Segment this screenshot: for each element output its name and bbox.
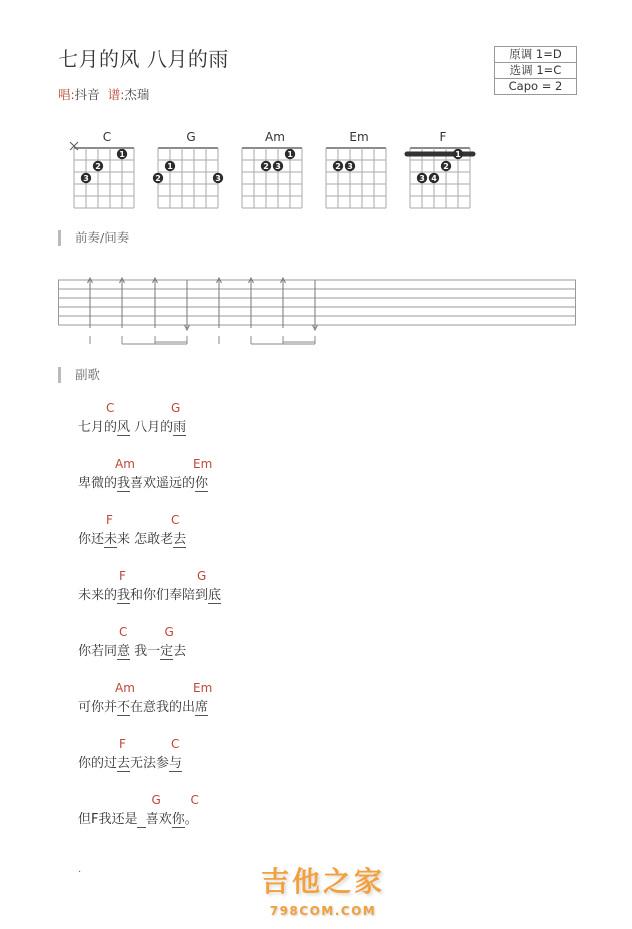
chord-name: F: [439, 130, 447, 144]
arranger-name: 杰瑞: [124, 87, 150, 102]
lyric-chords: [78, 401, 578, 416]
lyric-segment: 喜欢遥远的: [130, 476, 196, 491]
lyric-segment: 可你并: [78, 700, 118, 715]
lyric-chord-anchor: 席: [195, 700, 209, 715]
watermark-name: 吉他之家: [260, 865, 385, 898]
lyric-segment: 我一: [130, 644, 161, 659]
strum-up-arrow: [153, 278, 158, 328]
song-title: 七月的风 八月的雨: [58, 47, 229, 71]
finger-number: 2: [155, 174, 161, 183]
chord-label: C: [119, 625, 128, 639]
chord-diagram-am: [235, 130, 315, 210]
lyric-chords: [78, 793, 578, 808]
original-key: 原调 1=D: [495, 47, 576, 63]
lyric-line: [78, 793, 578, 833]
lyric-segment: 你还: [78, 532, 105, 547]
chord-label: G: [197, 569, 207, 583]
chord-label: Am: [115, 457, 135, 471]
strum-down-arrow: [313, 280, 318, 330]
strum-up-arrow: [281, 278, 286, 328]
finger-number: 3: [275, 162, 281, 171]
chord-label: C: [106, 401, 115, 415]
chord-label: C: [171, 513, 180, 527]
chord-diagram-em: [319, 130, 399, 210]
lyric-chords: [78, 457, 578, 472]
lyric-segment: 未来的: [78, 588, 118, 603]
finger-number: 3: [215, 174, 221, 183]
chord-grid: [235, 130, 315, 210]
lyric-line: [78, 737, 578, 777]
song-meta: [58, 85, 149, 103]
lyric-line: [78, 513, 578, 553]
lyric-chord-anchor: 我: [117, 476, 131, 491]
lyric-chord-anchor: [137, 812, 145, 828]
finger-number: 2: [95, 162, 101, 171]
chord-label: F: [119, 737, 126, 751]
finger-number: 3: [419, 174, 425, 183]
lyric-line: [78, 625, 578, 665]
strum-down-arrow: [185, 280, 190, 330]
key-info-box: [494, 46, 577, 95]
chord-name: Em: [349, 130, 369, 144]
arranger-label: 谱:: [107, 87, 125, 102]
chord-label: F: [106, 513, 113, 527]
chord-label: G: [151, 793, 161, 807]
lyric-segment: 但F我还是: [78, 812, 138, 827]
lyric-text: [78, 528, 186, 547]
strum-up-arrow: [88, 278, 93, 328]
section-chorus: 副歌: [58, 367, 100, 383]
lyric-text: [78, 472, 208, 491]
strum-tab-staff: [58, 268, 576, 353]
lyric-line: [78, 569, 578, 609]
lyric-text: [78, 640, 186, 659]
chord-name: C: [102, 130, 112, 144]
lyric-segment: 你的过: [78, 756, 118, 771]
finger-number: 2: [335, 162, 341, 171]
finger-number: 1: [119, 150, 125, 159]
lyric-line: [78, 681, 578, 721]
lyric-line: [78, 457, 578, 497]
lyric-segment: 卑微的: [78, 476, 118, 491]
lyric-chord-anchor: 去: [117, 756, 131, 771]
chord-label: C: [171, 737, 180, 751]
lyric-chords: [78, 737, 578, 752]
chord-diagram-c: [67, 130, 147, 210]
finger-number: 2: [263, 162, 269, 171]
strum-up-arrow: [120, 278, 125, 328]
watermark-site: 798COM.COM: [269, 904, 377, 918]
chord-name: Am: [265, 130, 285, 144]
lyric-text: [78, 416, 186, 435]
strum-up-arrow: [217, 278, 222, 328]
lyric-chord-anchor: 底: [208, 588, 222, 603]
lyric-segment: 。: [184, 812, 198, 827]
chord-label: Em: [193, 457, 213, 471]
lyric-segment: 和你们奉陪到: [130, 588, 209, 603]
chord-grid: [151, 130, 231, 210]
chord-label: G: [171, 401, 181, 415]
finger-number: 1: [455, 150, 461, 159]
lyric-chords: [78, 625, 578, 640]
finger-number: 3: [347, 162, 353, 171]
lyric-text: [78, 584, 221, 603]
chord-label: Em: [193, 681, 213, 695]
lyric-chord-anchor: 不: [117, 700, 131, 715]
lyric-segment: 来 怎敢老: [117, 532, 174, 547]
lyric-segment: 八月的: [130, 420, 174, 435]
chord-name: G: [186, 130, 196, 144]
lyric-chord-anchor: 与: [169, 756, 183, 771]
lyric-chord-anchor: 意: [117, 644, 131, 659]
chord-diagram-f: [403, 130, 483, 210]
lyric-segment: 无法参: [130, 756, 170, 771]
lyric-text: [78, 696, 208, 715]
lyric-chord-anchor: 你: [171, 812, 185, 827]
lyric-chords: [78, 513, 578, 528]
finger-number: 1: [287, 150, 293, 159]
lyric-chord-anchor: 去: [173, 532, 187, 547]
chord-grid: [67, 130, 147, 210]
lyric-chord-anchor: 雨: [173, 420, 187, 435]
finger-number: 3: [83, 174, 89, 183]
lyric-chord-anchor: 风: [117, 420, 131, 435]
lyric-segment: 喜欢: [145, 812, 172, 827]
chord-grid: [403, 130, 483, 210]
selected-key: 选调 1=C: [495, 63, 576, 79]
chord-label: G: [164, 625, 174, 639]
chord-grid: [319, 130, 399, 210]
lyric-text: [78, 752, 182, 771]
strum-tab: [58, 268, 576, 353]
singer-name: 抖音: [74, 87, 100, 102]
section-intro: 前奏/间奏: [58, 230, 129, 246]
finger-number: 4: [431, 174, 437, 183]
chord-label: Am: [115, 681, 135, 695]
lyric-segment: 七月的: [78, 420, 118, 435]
lyric-chords: [78, 681, 578, 696]
lyric-chord-anchor: 你: [195, 476, 209, 491]
lyric-chord-anchor: 我: [117, 588, 131, 603]
capo-info: Capo = 2: [508, 79, 563, 93]
chord-label: F: [119, 569, 126, 583]
finger-number: 1: [167, 162, 173, 171]
lyric-chords: [78, 569, 578, 584]
chord-diagram-g: [151, 130, 231, 210]
lyric-segment: 在意我的出: [130, 700, 196, 715]
strum-up-arrow: [249, 278, 254, 328]
watermark-logo: [248, 860, 398, 918]
lyric-segment: 去: [173, 644, 187, 659]
chord-label: C: [190, 793, 199, 807]
lyric-line: [78, 401, 578, 441]
finger-number: 2: [443, 162, 449, 171]
lyric-text: [78, 808, 198, 827]
end-mark: .: [78, 864, 82, 875]
lyric-segment: 你若同: [78, 644, 118, 659]
lyric-chord-anchor: 定: [160, 644, 174, 659]
singer-label: 唱:: [58, 87, 75, 102]
lyric-chord-anchor: 未: [104, 532, 118, 547]
